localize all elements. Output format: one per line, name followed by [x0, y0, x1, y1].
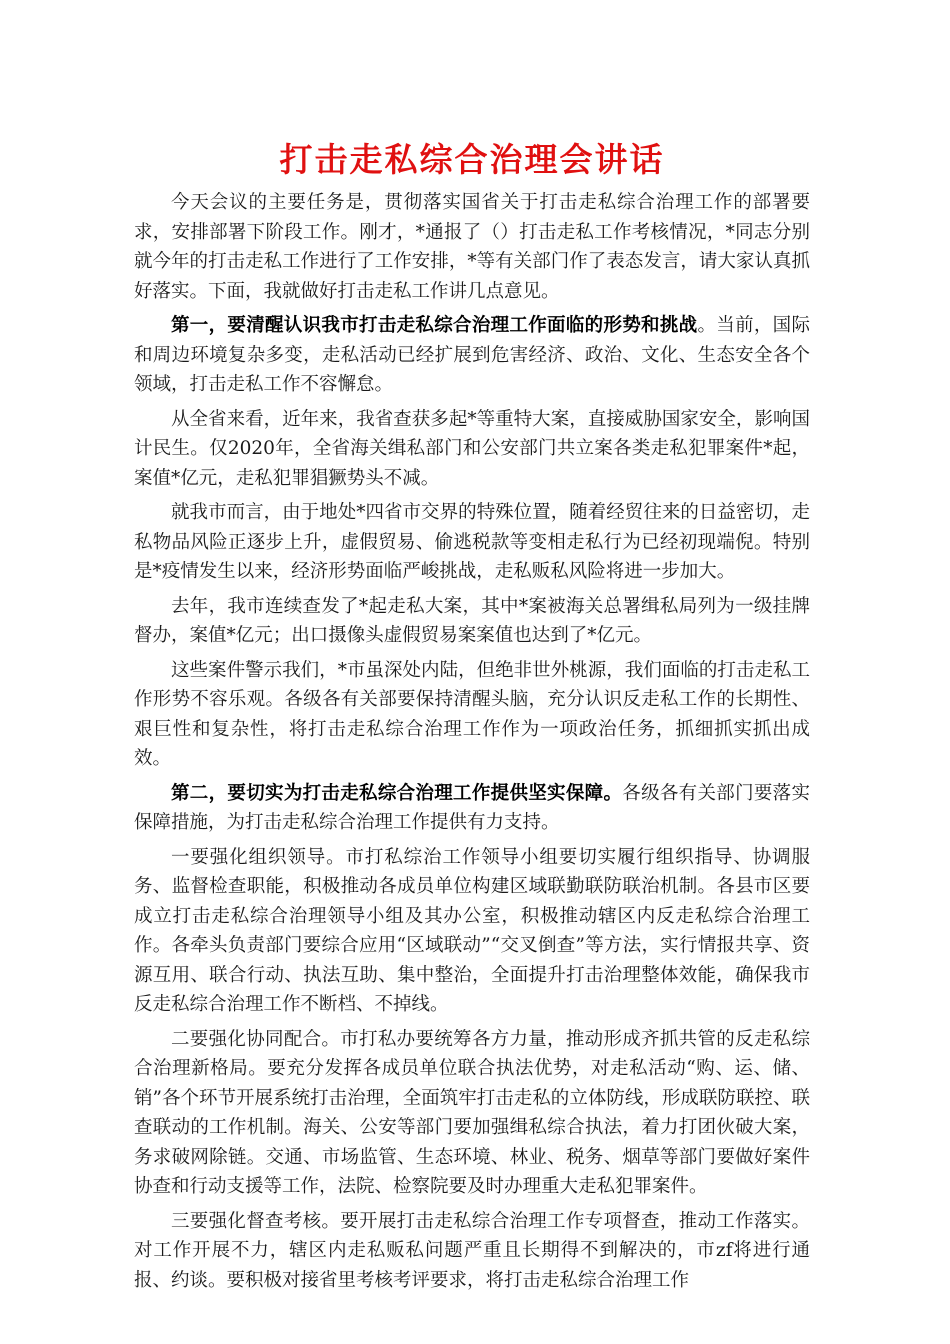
paragraph	[134, 843, 810, 1020]
paragraph	[134, 311, 810, 400]
paragraph	[134, 656, 810, 774]
paragraph-text: 。当前，国际和周边环境复杂多变，走私活动已经扩展到危害经济、政治、文化、生态安全各个领域，打击走私工作不容懈怠。	[134, 315, 810, 395]
document-page	[134, 140, 810, 1300]
paragraph-lead: 第二，要切实为打击走私综合治理工作提供坚实保障。	[171, 782, 623, 804]
paragraph-text: 这些案件警示我们，*市虽深处内陆，但绝非世外桃源，我们面临的打击走私工作形势不容乐观。各级各有关部要保持清醒头脑，充分认识反走私工作的长期性、艰巨性和复杂性，将打击走私综合治理工作作为一项政治任务，抓细抓实抓出成效。	[134, 659, 810, 769]
paragraph-text: 三要强化督查考核。要开展打击走私综合治理工作专项督查，推动工作落实。对工作开展不力，辖区内走私贩私问题严重且长期得不到解决的，市zf将进行通报、约谈。要积极对接省里考核考评要求，将打击走私综合治理工作	[134, 1210, 810, 1291]
document-title: 打击走私综合治理会讲话	[279, 140, 665, 179]
paragraph	[134, 498, 810, 587]
paragraph	[134, 779, 810, 838]
paragraph	[134, 592, 810, 651]
paragraph-text: 各级各有关部门要落实保障措施，为打击走私综合治理工作提供有力支持。	[134, 782, 810, 833]
document-body	[134, 188, 810, 1295]
paragraph-text: 今天会议的主要任务是，贯彻落实国省关于打击走私综合治理工作的部署要求，安排部署下阶段工作。刚才，*通报了（）打击走私工作考核情况，*同志分别就今年的打击走私工作进行了工作安排，*等有关部门作了表态发言，请大家认真抓好落实。下面，我就做好打击走私工作讲几点意见。	[134, 192, 810, 302]
paragraph	[134, 1025, 810, 1202]
paragraph	[134, 1207, 810, 1296]
paragraph	[134, 188, 810, 306]
paragraph-text: 就我市而言，由于地处*四省市交界的特殊位置，随着经贸往来的日益密切，走私物品风险正逐步上升，虚假贸易、偷逃税款等变相走私行为已经初现端倪。特别是*疫情发生以来，经济形势面临严峻挑战，走私贩私风险将进一步加大。	[134, 502, 810, 582]
paragraph-text: 去年，我市连续查发了*起走私大案，其中*案被海关总署缉私局列为一级挂牌督办，案值*亿元；出口摄像头虚假贸易案案值也达到了*亿元。	[134, 595, 810, 646]
paragraph-text: 二要强化协同配合。市打私办要统筹各方力量，推动形成齐抓共管的反走私综合治理新格局。要充分发挥各成员单位联合执法优势，对走私活动“购、运、储、销”各个环节开展系统打击治理，全面筑牢打击走私的立体防线，形成联防联控、联查联动的工作机制。海关、公安等部门要加强缉私综合执法，着力打团伙破大案，务求破网除链。交通、市场监管、生态环境、林业、税务、烟草等部门要做好案件协查和行动支援等工作，法院、检察院要及时办理重大走私犯罪案件。	[134, 1028, 810, 1197]
paragraph	[134, 405, 810, 494]
paragraph-lead: 第一，要清醒认识我市打击走私综合治理工作面临的形势和挑战	[171, 315, 698, 336]
paragraph-text: 一要强化组织领导。市打私综治工作领导小组要切实履行组织指导、协调服务、监督检查职能，积极推动各成员单位构建区域联勤联防联治机制。各县市区要成立打击走私综合治理领导小组及其办公室，积极推动辖区内反走私综合治理工作。各牵头负责部门要综合应用“区域联动”“交叉倒查”等方法，实行情报共享、资源互用、联合行动、执法互助、集中整治，全面提升打击治理整体效能，确保我市反走私综合治理工作不断档、不掉线。	[134, 846, 810, 1015]
paragraph-text: 从全省来看，近年来，我省查获多起*等重特大案，直接威胁国家安全，影响国计民生。仅2020年，全省海关缉私部门和公安部门共立案各类走私犯罪案件*起，案值*亿元，走私犯罪猖獗势头不减。	[134, 408, 810, 489]
